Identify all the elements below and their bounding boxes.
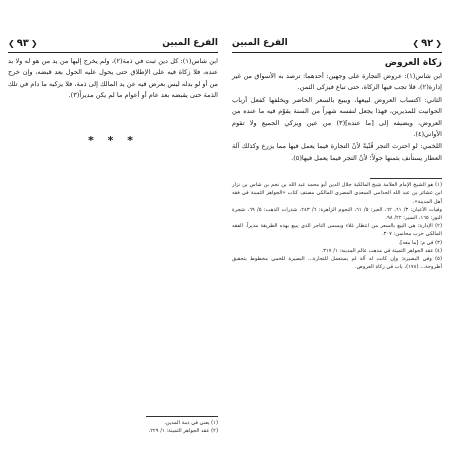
left-page-header xyxy=(8,34,218,53)
body-text xyxy=(8,56,218,102)
left-page xyxy=(8,34,218,434)
paragraph: ابن شاس(١): كل دين ثبت في ذمة(٢)، ولم يخرج إليها من يد من هو له ولا بد عنده، فلا زكاة فيه على الإطلاق حتى يحول عليه الحول بعد قبضه، وإن خرج من أو لو بدله ليس بعرض فيه عن يد المالك إلى ذمة، فلا يزكيه ما دام في تلك الذمة حتى يقبضه بعد عام أو أعوام ما لم يكن مديراً(٣). xyxy=(8,57,218,100)
page-number-badge xyxy=(412,38,442,49)
footnotes xyxy=(232,181,442,271)
footnotes-block xyxy=(8,402,218,435)
footnote: (١) هو الشيخ الإمام العلامة شيخ المالكية جلال الدين أبو محمد عبد الله بن نجم بن شاس بن نزار ابن عشائر بن عبد الله الجذامي السعدي المصري المالكي مصنف كتاب «الجواهر الثمينة في فقه أهل المدينة». xyxy=(232,182,442,205)
footnote: (٢) عقد الجواهر الثمينة: ١/ ٢٢٩. xyxy=(148,428,218,435)
footnote-divider xyxy=(370,178,442,179)
footnotes xyxy=(8,419,218,435)
footnote: وفيات الأعيان: ٣/ ٦١، ٦٢، العبر: ٥/ ٦١، النجوم الزاهرة: ٦/ ٢٤٣، شذرات الذهب: ٥/ ٦٩، شجرة النور: ١٦٥، السير: ٢٢/ ٩٨. xyxy=(232,206,443,222)
paragraph: ابن شاس(١): عروض التجارة على وجهين: أحدهما: ترصد به الأسواق من غير إدارة(٢)، فلا تجب فيها الزكاة، حتى تباع فيزكى الثمن. xyxy=(232,72,442,92)
right-page-header xyxy=(232,34,442,53)
paragraph: اللخمي: لو احترث التجر قُنْيةً لأنّ التجارة فيما يعمل فيها مما يزرع وكذلك آلة العطار يستأنف بثمنها حولاً؛ لأنّ التجر فيما يعمل فيها(٥). xyxy=(232,142,442,162)
footnote: (١) يعني في ذمة المدين. xyxy=(164,420,218,426)
body-text xyxy=(232,71,442,164)
right-page xyxy=(232,34,442,434)
footnote-divider xyxy=(146,416,218,417)
footnote: (٥) وفي البصيرة: وإن كانت له آلة لم يستعمل للتجارة... البصيرة للخمي مخطوط بتحقيق أطروحة... (١٧٨)، باب في زكاة العروض. xyxy=(232,256,442,271)
section-title: زكاة العروض xyxy=(384,58,442,68)
running-title: الفرع المبين xyxy=(162,38,218,48)
ornament-icon: ❮ xyxy=(30,38,38,48)
ornament-icon: ❯ xyxy=(8,38,15,48)
page-number-badge xyxy=(8,38,38,49)
page-number: ٩٢ xyxy=(421,37,434,49)
footnote: (٣) في م: [ما معه]. xyxy=(398,239,442,246)
footnote: (٤) عقد الجواهر الثمينة في مذهب عالم المدينة: ١/ ٣١٧. xyxy=(321,247,442,254)
ornament-icon: ❮ xyxy=(435,38,442,48)
section-separator-stars: * * * xyxy=(88,133,138,147)
paragraph: الثاني: اكتساب العروض لبيعها، ويبيع بالسعر الحاضر ويخلفها كفعل أرباب الحوانيت للمديرين، فهذا يجعل لنفسه شهراً من السنة يقوّم فيه ما عنده من العروض، ويضيفه إلى [ما عنده](٣) من عين ويزكي الجميع ولا تقوم الأواني(٤). xyxy=(232,95,442,139)
page-number: ٩٣ xyxy=(16,37,29,49)
footnote: (٢) الإدارة: هي البيع بالسعر من انتظار غلاء ويسمى التاجر الذي يبيع بهذه الطريقة مديراً. الفقه المالكي حرب محاسن: ٣٠٧. xyxy=(232,223,442,238)
ornament-icon: ❯ xyxy=(412,38,420,48)
running-title: الفرع المبين xyxy=(232,38,288,48)
